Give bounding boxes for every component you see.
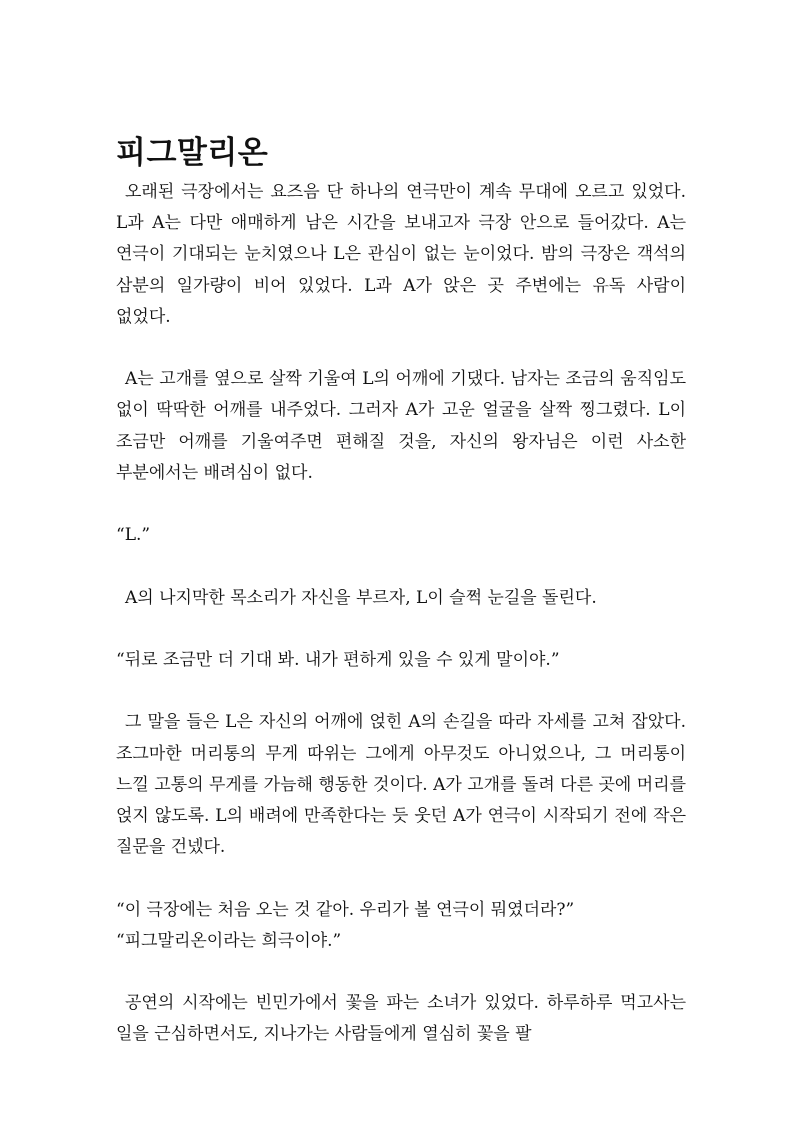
- document-page: [116, 133, 686, 1051]
- dialogue-question: “이 극장에는 처음 오는 것 같아. 우리가 볼 연극이 뭐였더라?”: [116, 899, 575, 920]
- paragraph-gap: [116, 614, 686, 645]
- dialogue-l: “L.”: [116, 525, 151, 546]
- paragraph-3: A의 나지막한 목소리가 자신을 부르자, L이 슬쩍 눈길을 돌린다.: [125, 587, 597, 608]
- document-title: 피그말리온: [116, 135, 269, 171]
- paragraph-2: A는 고개를 옆으로 살짝 기울여 L의 어깨에 기댔다. 남자는 조금의 움직임도 없이 딱딱한 어깨를 내주었다. 그러자 A가 고운 얼굴을 살짝 찡그렸다. L이 조금만 어깨를 기울여주면 편해질 것을, 자신의 왕자님은 이런 사소한 부분에서는 배려심이 없다.: [116, 369, 686, 483]
- paragraph-gap: [116, 551, 686, 582]
- paragraph-gap: [116, 957, 686, 988]
- paragraph-gap: [116, 489, 686, 520]
- dialogue-lean-back: “뒤로 조금만 더 기대 봐. 내가 편하게 있을 수 있게 말이야.”: [116, 649, 560, 670]
- paragraph-gap: [116, 863, 686, 894]
- paragraph-1: 오래된 극장에서는 요즈음 단 하나의 연극만이 계속 무대에 오르고 있었다. L과 A는 다만 애매하게 남은 시간을 보내고자 극장 안으로 들어갔다. A는 연극이 기대되는 눈치였으나 L은 관심이 없는 눈이었다. 밤의 극장은 객석의 삼분의 일가량이 비어 있었다. L과 A가 앉은 곳 주변에는 유독 사람이 없었다.: [116, 182, 686, 327]
- dialogue-answer: “피그말리온이라는 희극이야.”: [116, 930, 342, 951]
- paragraph-5: 공연의 시작에는 빈민가에서 꽃을 파는 소녀가 있었다. 하루하루 먹고사는 일을 근심하면서도, 지나가는 사람들에게 열심히 꽃을 팔: [116, 993, 686, 1045]
- paragraph-4: 그 말을 들은 L은 자신의 어깨에 얹힌 A의 손길을 따라 자세를 고쳐 잡았다. 조그마한 머리통의 무게 따위는 그에게 아무것도 아니었으나, 그 머리통이 느낄 고통의 무게를 가늠해 행동한 것이다. A가 고개를 돌려 다른 곳에 머리를 얹지 않도록. L의 배려에 만족한다는 듯 웃던 A가 연극이 시작되기 전에 작은 질문을 건넸다.: [116, 712, 686, 858]
- paragraph-gap: [116, 333, 686, 364]
- paragraph-gap: [116, 676, 686, 707]
